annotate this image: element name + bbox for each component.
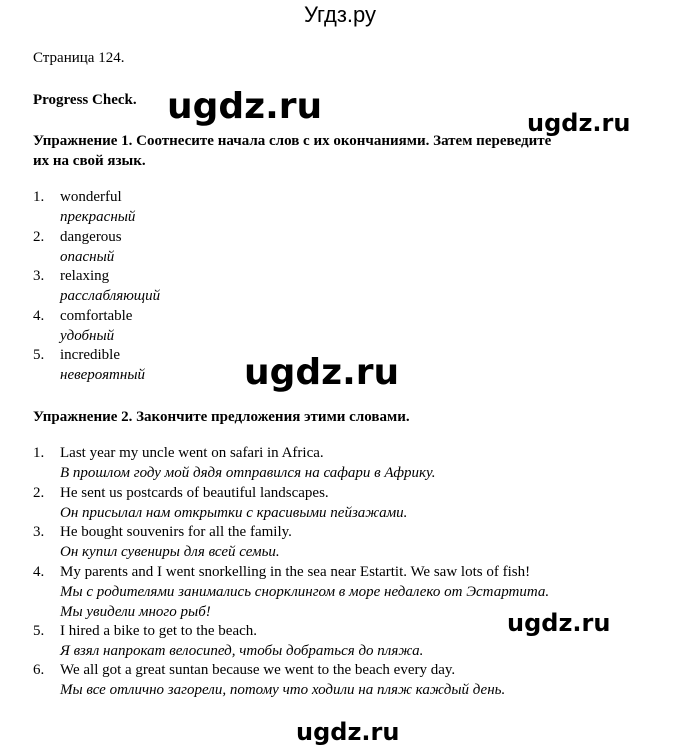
item-number: 5. [33, 623, 45, 639]
english-sentence: He sent us postcards of beautiful landscapes. [60, 485, 329, 501]
russian-translation: Он присылал нам открытки с красивыми пейзажами. [60, 505, 408, 521]
item-number: 2. [33, 229, 45, 245]
site-title: Угдз.ру [303, 2, 377, 27]
exercise-1-title: Упражнение 1. Соотнесите начала слов с их окончаниями. Затем переведите их на свой язык. [33, 133, 552, 169]
item-number: 6. [33, 662, 45, 678]
item-number: 5. [33, 347, 45, 363]
russian-translation: Я взял напрокат велосипед, чтобы добраться до пляжа. [60, 643, 424, 659]
watermark: ugdz.ru [244, 352, 400, 393]
item-number: 1. [33, 189, 45, 205]
russian-translation: опасный [60, 249, 115, 265]
english-word: relaxing [60, 268, 110, 284]
exercise-2-title: Упражнение 2. Закончите предложения этими словами. [33, 409, 410, 425]
english-sentence: I hired a bike to get to the beach. [60, 623, 258, 639]
russian-translation: Мы все отлично загорели, потому что ходили на пляж каждый день. [60, 682, 506, 698]
item-number: 2. [33, 485, 45, 501]
item-number: 1. [33, 445, 45, 461]
russian-translation: В прошлом году мой дядя отправился на сафари в Африку. [60, 465, 436, 481]
english-word: wonderful [60, 189, 122, 205]
english-word: incredible [60, 347, 120, 363]
english-sentence: Last year my uncle went on safari in Africa. [60, 445, 324, 461]
watermark: ugdz.ru [167, 86, 323, 127]
russian-translation: удобный [60, 328, 115, 344]
english-sentence: He bought souvenirs for all the family. [60, 524, 292, 540]
russian-translation: Он купил сувениры для всей семьи. [60, 544, 280, 560]
item-number: 4. [33, 564, 45, 580]
english-sentence: We all got a great suntan because we went to the beach every day. [60, 662, 456, 678]
item-number: 4. [33, 308, 45, 324]
watermark: ugdz.ru [296, 718, 400, 746]
russian-translation-continued: Мы увидели много рыб! [60, 604, 211, 620]
page-label: Страница 124. [33, 50, 125, 66]
item-number: 3. [33, 268, 45, 284]
russian-translation: Мы с родителями занимались снорклингом в море недалеко от Эстартита. [60, 584, 550, 600]
english-word: comfortable [60, 308, 133, 324]
english-sentence: My parents and I went snorkelling in the sea near Estartit. We saw lots of fish! [60, 564, 531, 580]
watermark: ugdz.ru [527, 109, 631, 137]
russian-translation: прекрасный [60, 209, 136, 225]
section-title: Progress Check. [33, 92, 137, 108]
russian-translation: расслабляющий [60, 288, 161, 304]
russian-translation: невероятный [60, 367, 145, 383]
item-number: 3. [33, 524, 45, 540]
english-word: dangerous [60, 229, 122, 245]
watermark: ugdz.ru [507, 609, 611, 637]
